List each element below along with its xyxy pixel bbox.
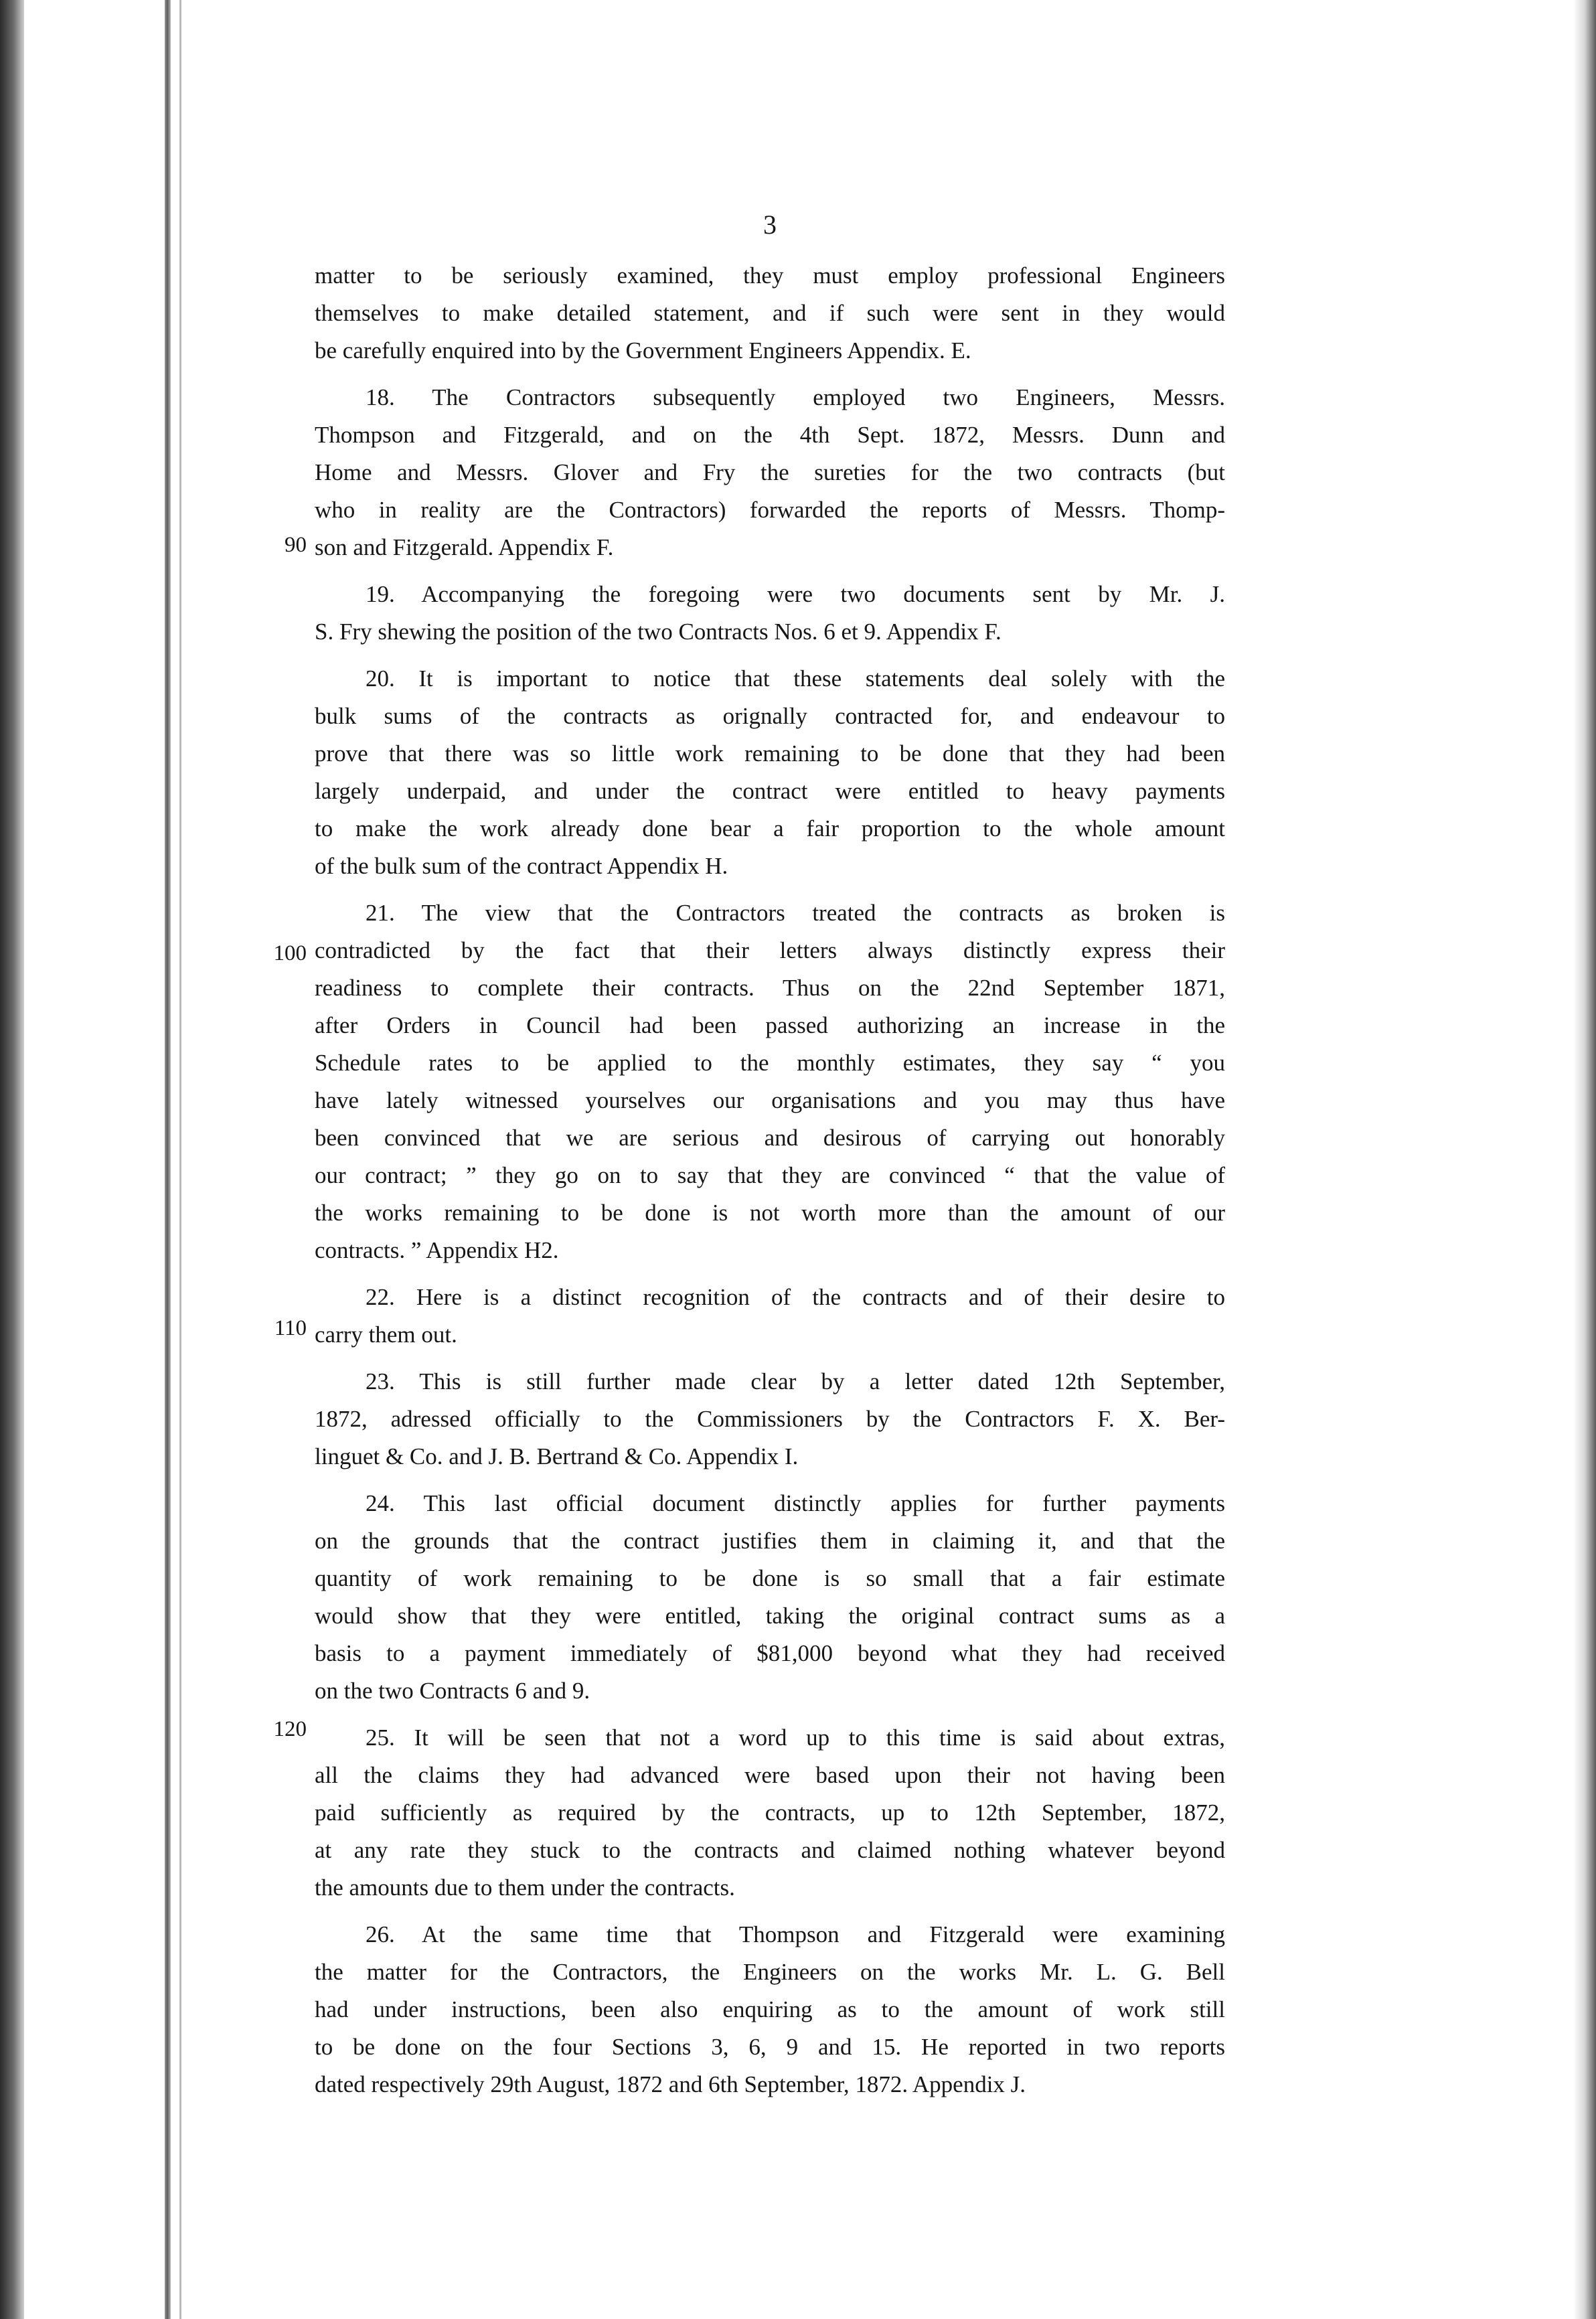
text-line: on the two Contracts 6 and 9. <box>315 1678 590 1704</box>
margin-line-number: 110 <box>274 1316 307 1340</box>
text-line: 20. It is important to notice that these statements deal solely with the <box>366 665 1225 692</box>
text-line: matter to be seriously examined, they must employ professional Engineers <box>315 262 1225 289</box>
paragraph <box>315 1719 1225 1907</box>
text-line: paid sufficiently as required by the contracts, up to 12th September, 1872, <box>315 1800 1225 1826</box>
text-line: 23. This is still further made clear by a letter dated 12th September, <box>366 1368 1225 1394</box>
text-line: after Orders in Council had been passed authorizing an increase in the <box>315 1012 1225 1038</box>
text-line: contradicted by the fact that their letters always distinctly express their <box>315 937 1225 963</box>
text-line: the matter for the Contractors, the Engineers on the works Mr. L. G. Bell <box>315 1959 1225 1985</box>
scan-right-edge <box>1573 0 1596 2319</box>
text-line: would show that they were entitled, taking the original contract sums as a <box>315 1603 1225 1629</box>
text-line: S. Fry shewing the position of the two Contracts Nos. 6 et 9. Appendix F. <box>315 619 1002 645</box>
text-line: to be done on the four Sections 3, 6, 9 and 15. He reported in two reports <box>315 2034 1225 2060</box>
text-line: carry them out. <box>315 1322 457 1348</box>
paragraph <box>315 1279 1225 1354</box>
paragraph <box>315 576 1225 651</box>
text-line: to make the work already done bear a fair proportion to the whole amount <box>315 815 1225 842</box>
text-line: 24. This last official document distinctly applies for further payments <box>366 1490 1225 1516</box>
text-line: Home and Messrs. Glover and Fry the sureties for the two contracts (but <box>315 459 1225 485</box>
text-line: at any rate they stuck to the contracts and claimed nothing whatever beyond <box>315 1837 1225 1863</box>
text-line: themselves to make detailed statement, and if such were sent in they would <box>315 300 1225 326</box>
paragraph <box>315 894 1225 1269</box>
text-line: 25. It will be seen that not a word up to this time is said about extras, <box>366 1725 1225 1751</box>
text-line: 26. At the same time that Thompson and Fitzgerald were examining <box>366 1921 1225 1947</box>
text-line: largely underpaid, and under the contract were entitled to heavy payments <box>315 778 1225 804</box>
text-line: the works remaining to be done is not worth more than the amount of our <box>315 1200 1225 1226</box>
text-line: 21. The view that the Contractors treated the contracts as broken is <box>366 900 1225 926</box>
text-line: on the grounds that the contract justifies them in claiming it, and that the <box>315 1528 1225 1554</box>
body-text <box>315 257 1225 2103</box>
text-line: basis to a payment immediately of $81,000 beyond what they had received <box>315 1640 1225 1666</box>
text-line: Thompson and Fitzgerald, and on the 4th Sept. 1872, Messrs. Dunn and <box>315 422 1225 448</box>
text-line: who in reality are the Contractors) forwarded the reports of Messrs. Thomp- <box>315 497 1225 523</box>
text-line: 1872, adressed officially to the Commissioners by the Contractors F. X. Ber- <box>315 1406 1225 1432</box>
paragraph <box>315 1916 1225 2103</box>
text-line: our contract; ” they go on to say that they are convinced “ that the value of <box>315 1162 1225 1188</box>
binding-shadow-secondary <box>179 0 181 2319</box>
text-line: of the bulk sum of the contract Appendix H. <box>315 853 728 879</box>
text-line: be carefully enquired into by the Government Engineers Appendix. E. <box>315 337 971 364</box>
text-line: the amounts due to them under the contracts. <box>315 1874 735 1901</box>
paragraph <box>315 1485 1225 1710</box>
margin-line-number: 120 <box>273 1717 307 1741</box>
text-line: readiness to complete their contracts. Thus on the 22nd September 1871, <box>315 975 1225 1001</box>
margin-line-number: 100 <box>273 941 307 965</box>
text-line: 22. Here is a distinct recognition of the contracts and of their desire to <box>366 1284 1225 1310</box>
binding-shadow <box>165 0 171 2319</box>
text-line: had under instructions, been also enquiring as to the amount of work still <box>315 1996 1225 2022</box>
text-line: son and Fitzgerald. Appendix F. <box>315 534 614 560</box>
text-line: been convinced that we are serious and desirous of carrying out honorably <box>315 1125 1225 1151</box>
text-line: have lately witnessed yourselves our organisations and you may thus have <box>315 1087 1225 1113</box>
paragraph <box>315 257 1225 370</box>
text-line: bulk sums of the contracts as orignally contracted for, and endeavour to <box>315 703 1225 729</box>
text-line: 18. The Contractors subsequently employed two Engineers, Messrs. <box>366 384 1225 410</box>
text-line: dated respectively 29th August, 1872 and 6th September, 1872. Appendix J. <box>315 2071 1026 2097</box>
paragraph <box>315 1363 1225 1475</box>
text-line: prove that there was so little work remaining to be done that they had been <box>315 740 1225 767</box>
text-line: 19. Accompanying the foregoing were two documents sent by Mr. J. <box>366 581 1225 607</box>
margin-line-number: 90 <box>285 533 307 557</box>
text-line: Schedule rates to be applied to the monthly estimates, they say “ you <box>315 1050 1225 1076</box>
paragraph <box>315 660 1225 885</box>
text-line: all the claims they had advanced were based upon their not having been <box>315 1762 1225 1788</box>
text-line: contracts. ” Appendix H2. <box>315 1237 559 1263</box>
paragraph <box>315 379 1225 566</box>
page-number: 3 <box>763 210 777 240</box>
text-line: linguet & Co. and J. B. Bertrand & Co. Appendix I. <box>315 1443 799 1469</box>
text-line: quantity of work remaining to be done is so small that a fair estimate <box>315 1565 1225 1591</box>
scan-left-edge <box>0 0 24 2319</box>
